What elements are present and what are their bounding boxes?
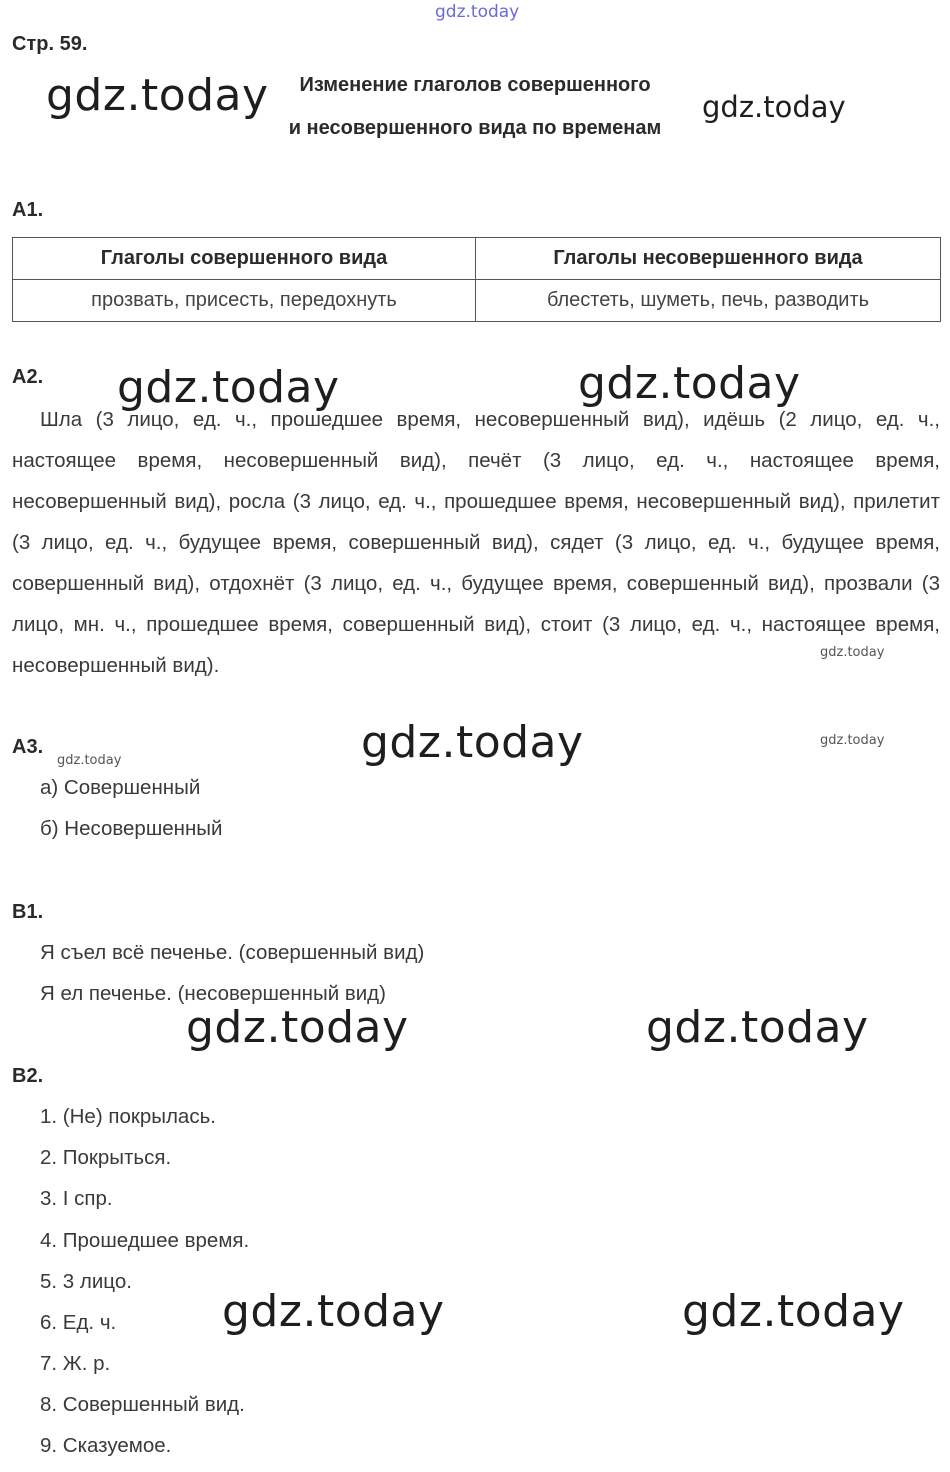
section-label-a3: А3. xyxy=(12,736,44,758)
section-label-a2: А2. xyxy=(12,366,44,388)
list-item: 3. I спр. xyxy=(40,1187,113,1210)
verbs-table xyxy=(12,237,941,322)
list-item: б) Несовершенный xyxy=(40,817,223,840)
list-item: 7. Ж. р. xyxy=(40,1352,111,1375)
page-title-line-1: Изменение глаголов совершенного xyxy=(299,74,651,96)
watermark-small: gdz.today xyxy=(820,733,885,748)
section-label-a1: А1. xyxy=(12,199,44,221)
list-item: а) Совершенный xyxy=(40,776,201,799)
column-header-perfective: Глаголы совершенного вида xyxy=(13,238,476,280)
a2-paragraph: Шла (3 лицо, ед. ч., прошедшее время, несовершенный вид), идёшь (2 лицо, ед. ч., настоящее время, несовершенный вид), печёт (3 лицо, ед. ч., настоящее время, несовершенный вид), росла (3 лицо, ед. ч., прошедшее время, несовершенный вид), прилетит (3 лицо, ед. ч., будущее время, совершенный вид), сядет (3 лицо, ед. ч., будущее время, совершенный вид), отдохнёт (3 лицо, ед. ч., будущее время, совершенный вид), прозвали (3 лицо, мн. ч., прошедшее время, совершенный вид), стоит (3 лицо, ед. ч., настоящее время, несовершенный вид). xyxy=(12,408,940,677)
watermark: gdz.today xyxy=(361,717,584,768)
watermark: gdz.today xyxy=(117,362,340,413)
list-item: Я съел всё печенье. (совершенный вид) xyxy=(40,941,425,964)
list-item: 1. (Не) покрылась. xyxy=(40,1105,216,1128)
watermark: gdz.today xyxy=(646,1002,869,1053)
section-label-b1: В1. xyxy=(12,901,44,923)
list-item: Я ел печенье. (несовершенный вид) xyxy=(40,982,386,1005)
watermark-small: gdz.today xyxy=(820,645,885,660)
list-item: 2. Покрыться. xyxy=(40,1146,172,1169)
watermark: gdz.today xyxy=(682,1286,905,1337)
watermark-top: gdz.today xyxy=(435,2,520,22)
list-item: 9. Сказуемое. xyxy=(40,1434,172,1457)
watermark: gdz.today xyxy=(222,1286,445,1337)
table-header-row xyxy=(13,238,941,280)
watermark: gdz.today xyxy=(186,1002,409,1053)
table-cell-perfective: прозвать, присесть, передохнуть xyxy=(13,280,476,322)
table-cell-imperfective: блестеть, шуметь, печь, разводить xyxy=(476,280,941,322)
section-label-b2: В2. xyxy=(12,1065,44,1087)
page-label: Стр. 59. xyxy=(12,33,88,55)
list-item: 5. 3 лицо. xyxy=(40,1270,132,1293)
page-title-line-2: и несовершенного вида по временам xyxy=(288,117,662,139)
list-item: 6. Ед. ч. xyxy=(40,1311,117,1334)
list-item: 4. Прошедшее время. xyxy=(40,1229,250,1252)
watermark-small: gdz.today xyxy=(57,753,122,768)
watermark: gdz.today xyxy=(46,70,269,121)
watermark: gdz.today xyxy=(578,358,801,409)
list-item: 8. Совершенный вид. xyxy=(40,1393,245,1416)
watermark: gdz.today xyxy=(702,90,846,124)
column-header-imperfective: Глаголы несовершенного вида xyxy=(476,238,941,280)
table-row xyxy=(13,280,941,322)
